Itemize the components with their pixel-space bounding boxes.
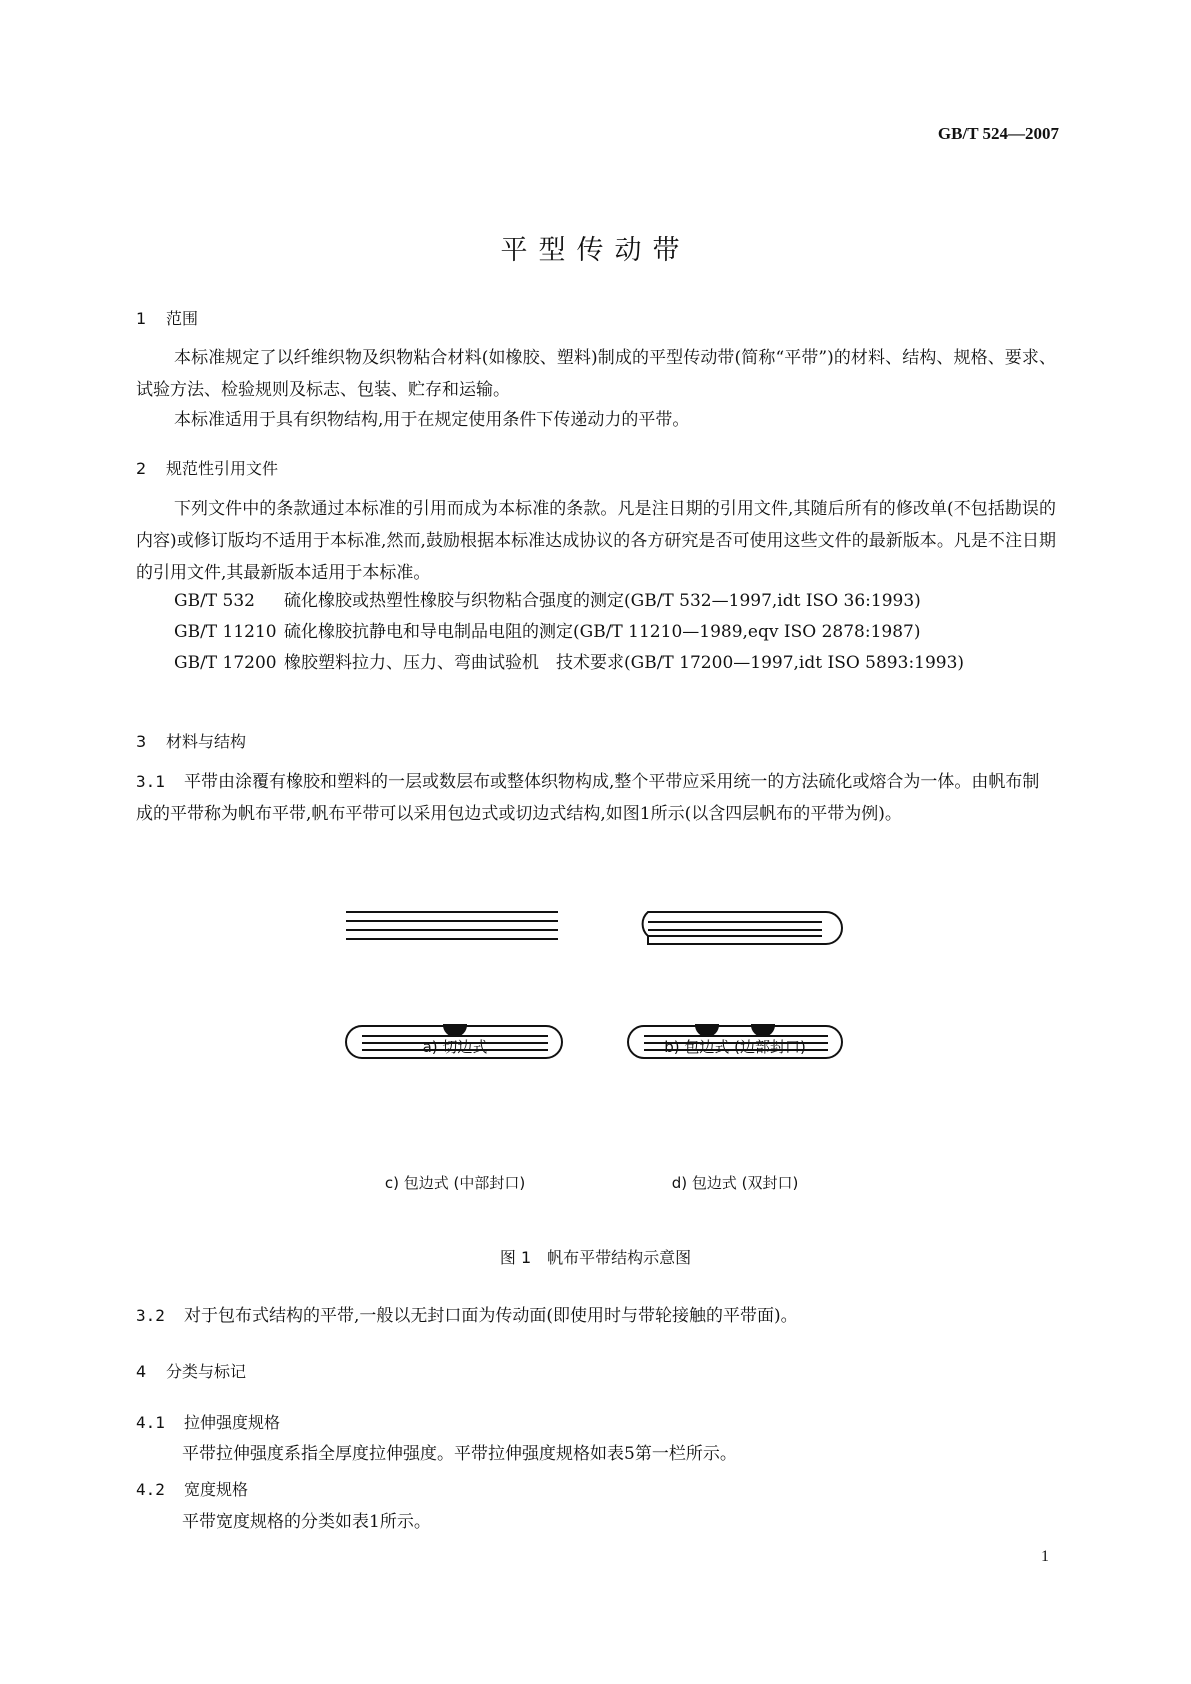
panel-d-caption: d) 包边式 (双封口): [671, 1174, 799, 1192]
document-title: 平型传动带: [500, 235, 691, 266]
section-4-heading: [136, 1359, 246, 1382]
section-2-heading: [136, 456, 278, 479]
section-number: 3: [136, 732, 147, 751]
reference-text: 橡胶塑料拉力、压力、弯曲试验机 技术要求(GB/T 17200—1997,idt ISO 5893:1993): [284, 653, 965, 673]
section-number: 4: [136, 1362, 147, 1381]
page-number: 1: [1041, 1548, 1049, 1565]
subsection-title: 拉伸强度规格: [184, 1413, 281, 1432]
subsection-4-1-text: 平带拉伸强度系指全厚度拉伸强度。平带拉伸强度规格如表5第一栏所示。: [182, 1444, 737, 1464]
section-title: 分类与标记: [166, 1362, 247, 1381]
section-title: 材料与结构: [166, 732, 247, 751]
subsection-number: 4.2: [136, 1480, 165, 1499]
clause-text: 对于包布式结构的平带,一般以无封口面为传动面(即使用时与带轮接触的平带面)。: [184, 1306, 798, 1326]
panel-b-caption: b) 包边式 (边部封口): [664, 1038, 806, 1056]
reference-item: [136, 647, 1056, 679]
reference-text: 硫化橡胶抗静电和导电制品电阻的测定(GB/T 11210—1989,eqv ISO 2878:1987): [284, 622, 921, 642]
subsection-title: 宽度规格: [184, 1480, 249, 1499]
subsection-4-1-heading: [136, 1410, 280, 1433]
reference-item: [136, 585, 1056, 617]
panel-a-cut-edge: [346, 912, 558, 939]
clause-3-1: [136, 766, 1056, 830]
section-1-heading: [136, 306, 198, 329]
clause-text: 平带由涂覆有橡胶和塑料的一层或数层布或整体织物构成,整个平带应采用统一的方法硫化或熔合为一体。由帆布制成的平带称为帆布平带,帆布平带可以采用包边式或切边式结构,如图1所示(以含四层帆布的平带为例)。: [136, 772, 1040, 824]
figure-caption: 图 1 帆布平带结构示意图: [499, 1248, 692, 1267]
clause-number: 3.1: [136, 772, 165, 791]
reference-text: 硫化橡胶或热塑性橡胶与织物粘合强度的测定(GB/T 532—1997,idt ISO 36:1993): [284, 591, 921, 611]
subsection-4-2-text: 平带宽度规格的分类如表1所示。: [182, 1512, 431, 1532]
standard-code: GB/T 524—2007: [937, 124, 1059, 143]
section-number: 1: [136, 309, 147, 328]
clause-3-2: [136, 1300, 1056, 1332]
reference-code: GB/T 11210: [174, 622, 277, 642]
subsection-4-2-heading: [136, 1477, 248, 1500]
panel-a-caption: a) 切边式: [422, 1038, 488, 1056]
section-1-paragraph-1: 本标准规定了以纤维织物及织物粘合材料(如橡胶、塑料)制成的平型传动带(简称“平带”)的材料、结构、规格、要求、试验方法、检验规则及标志、包装、贮存和运输。: [136, 348, 1056, 400]
panel-c-caption: c) 包边式 (中部封口): [384, 1174, 526, 1192]
section-3-heading: [136, 729, 246, 752]
panel-b-edge-sealed: [643, 912, 842, 944]
subsection-number: 4.1: [136, 1413, 165, 1432]
figure-1-diagram: [0, 900, 1191, 1130]
clause-number: 3.2: [136, 1306, 165, 1325]
section-title: 规范性引用文件: [166, 459, 279, 478]
section-number: 2: [136, 459, 147, 478]
section-2-intro: 下列文件中的条款通过本标准的引用而成为本标准的条款。凡是注日期的引用文件,其随后所有的修改单(不包括勘误的内容)或修订版均不适用于本标准,然而,鼓励根据本标准达成协议的各方研究是否可使用这些文件的最新版本。凡是不注日期的引用文件,其最新版本适用于本标准。: [136, 499, 1056, 583]
reference-item: [136, 616, 1056, 648]
reference-code: GB/T 532: [174, 591, 255, 611]
section-1-paragraph-2: 本标准适用于具有织物结构,用于在规定使用条件下传递动力的平带。: [174, 410, 690, 430]
reference-code: GB/T 17200: [174, 653, 277, 673]
section-title: 范围: [166, 309, 199, 328]
